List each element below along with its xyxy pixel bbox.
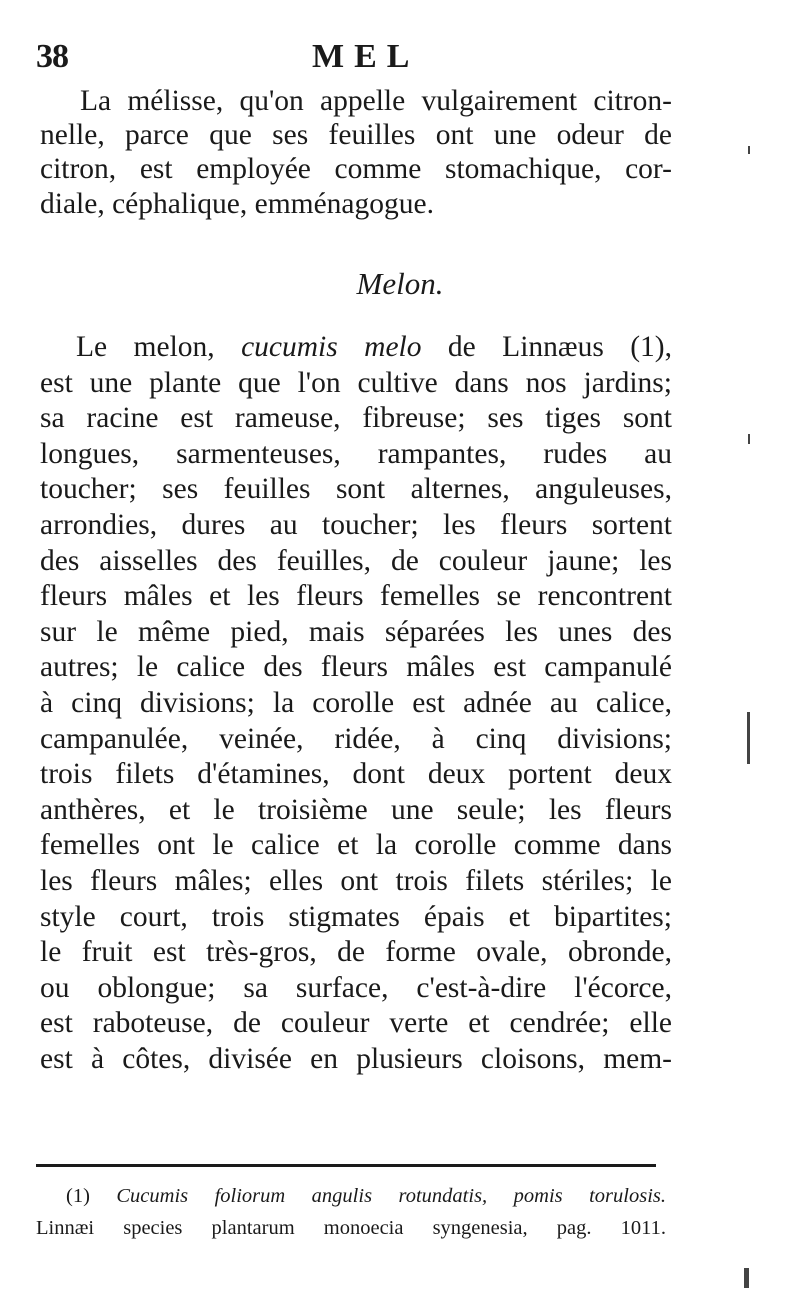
text-line: campanulée, veinée, ridée, à cinq divisions; [40,722,672,755]
text-line: ou oblongue; sa surface, c'est-à-dire l'écorce, [40,971,672,1004]
running-head: MEL [312,38,420,75]
text-line: est à côtes, divisée en plusieurs cloisons, mem- [40,1042,672,1075]
text-line: citron, est employée comme stomachique, cor- [40,153,672,186]
text-line: diale, céphalique, emménagogue. [40,187,434,220]
footnote [36,1180,666,1244]
text-line: femelles ont le calice et la corolle comme dans [40,829,672,862]
paragraph-melisse [40,84,672,221]
text-line: est raboteuse, de couleur verte et cendrée; elle [40,1007,672,1040]
margin-mark [744,1268,749,1288]
text-line: style court, trois stigmates épais et bipartites; [40,900,672,933]
text-line: à cinq divisions; la corolle est adnée au calice, [40,686,672,719]
text-fragment: Le melon, [76,331,242,363]
text-line: La mélisse, qu'on appelle vulgairement citron- [80,85,672,117]
species-name: cucumis melo [241,331,422,363]
text-line: toucher; ses feuilles sont alternes, anguleuses, [40,473,672,506]
text-line [40,330,672,366]
page-number: 38 [36,38,68,75]
margin-mark [748,146,750,154]
text-line: fleurs mâles et les fleurs femelles se rencontrent [40,580,672,613]
footnote-latin: Cucumis foliorum angulis rotundatis, pomis torulosis. [116,1185,666,1207]
paragraph-melon [40,330,672,1077]
text-line: sur le même pied, mais séparées les unes des [40,615,672,648]
text-line: anthères, et le troisième une seule; les fleurs [40,793,672,826]
text-line: les fleurs mâles; elles ont trois filets stériles; le [40,864,672,897]
text-line: nelle, parce que ses feuilles ont une odeur de [40,119,672,152]
text-fragment: de Linnæus (1), [421,331,672,363]
footnote-rule [36,1164,656,1167]
text-line: longues, sarmenteuses, rampantes, rudes au [40,437,672,470]
text-line: est une plante que l'on cultive dans nos jardins; [40,366,672,399]
text-line: sa racine est rameuse, fibreuse; ses tiges sont [40,402,672,435]
page-header [36,36,676,84]
margin-mark [747,712,750,764]
text-line: autres; le calice des fleurs mâles est campanulé [40,651,672,684]
section-title: Melon. [356,266,444,301]
footnote-line: Linnæi species plantarum monoecia syngenesia, pag. 1011. [36,1217,666,1239]
text-line: le fruit est très-gros, de forme ovale, obronde, [40,936,672,969]
text-line: des aisselles des feuilles, de couleur jaune; les [40,544,672,577]
margin-mark [748,434,750,444]
footnote-line [36,1180,666,1212]
text-line: trois filets d'étamines, dont deux portent deux [40,758,672,791]
footnote-marker: (1) [66,1185,90,1207]
text-line: arrondies, dures au toucher; les fleurs sortent [40,508,672,541]
